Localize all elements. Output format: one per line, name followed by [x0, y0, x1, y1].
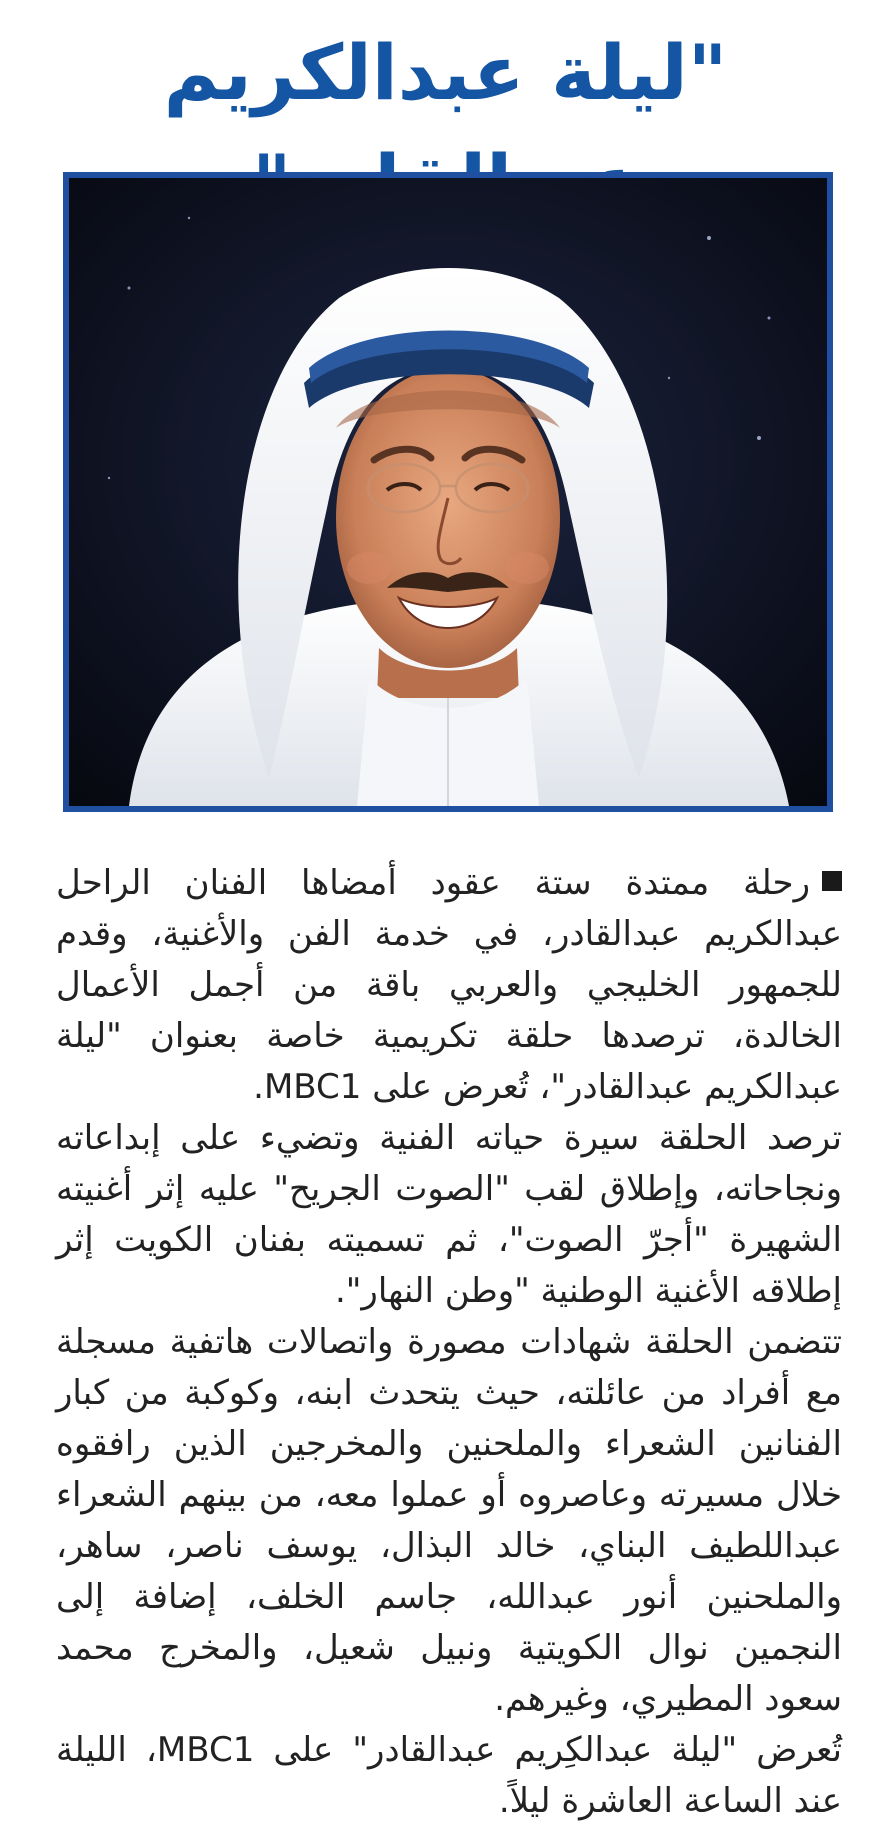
article-photo [63, 172, 833, 812]
portrait-image [69, 178, 827, 806]
article-body [56, 858, 842, 1827]
paragraph-text: رحلة ممتدة ستة عقود أمضاها الفنان الراحل عبدالكريم عبدالقادر، في خدمة الفن والأغنية، وقدم للجمهور الخليجي والعربي باقة من أجمل الأعمال الخالدة، ترصدها حلقة تكريمية خاصة بعنوان "ليلة عبدالكريم عبدالقادر"، تُعرض على MBC1. [56, 863, 842, 1107]
article-paragraph: ترصد الحلقة سيرة حياته الفنية وتضيء على إبداعاته ونجاحاته، وإطلاق لقب "الصوت الجريح" عليه إثر أغنيته الشهيرة "أجرّ الصوت"، ثم تسميته بفنان الكويت إثر إطلاقه الأغنية الوطنية "وطن النهار". [56, 1118, 842, 1311]
headline: "ليلة عبدالكريم [163, 28, 728, 117]
article-paragraph: تتضمن الحلقة شهادات مصورة واتصالات هاتفية مسجلة مع أفراد من عائلته، حيث يتحدث ابنه، وكوكبة من كبار الفنانين الشعراء والملحنين والمخرجين الذين رافقوه خلال مسيرته وعاصروه أو عملوا معه، من بينهم الشعراء عبداللطيف البناي، خالد البذال، يوسف ناصر، ساهر، والملحنين أنور عبدالله، جاسم الخلف، إضافة إلى النجمين نوال الكويتية ونبيل شعيل، والمخرج محمد سعود المطيري، وغيرهم. [56, 1322, 842, 1719]
article-paragraph: تُعرض "ليلة عبدالكِريم عبدالقادر" على MBC1، الليلة عند الساعة العاشرة ليلاً. [56, 1730, 842, 1821]
bullet-square-icon [822, 871, 842, 891]
article-paragraph [56, 858, 842, 1113]
